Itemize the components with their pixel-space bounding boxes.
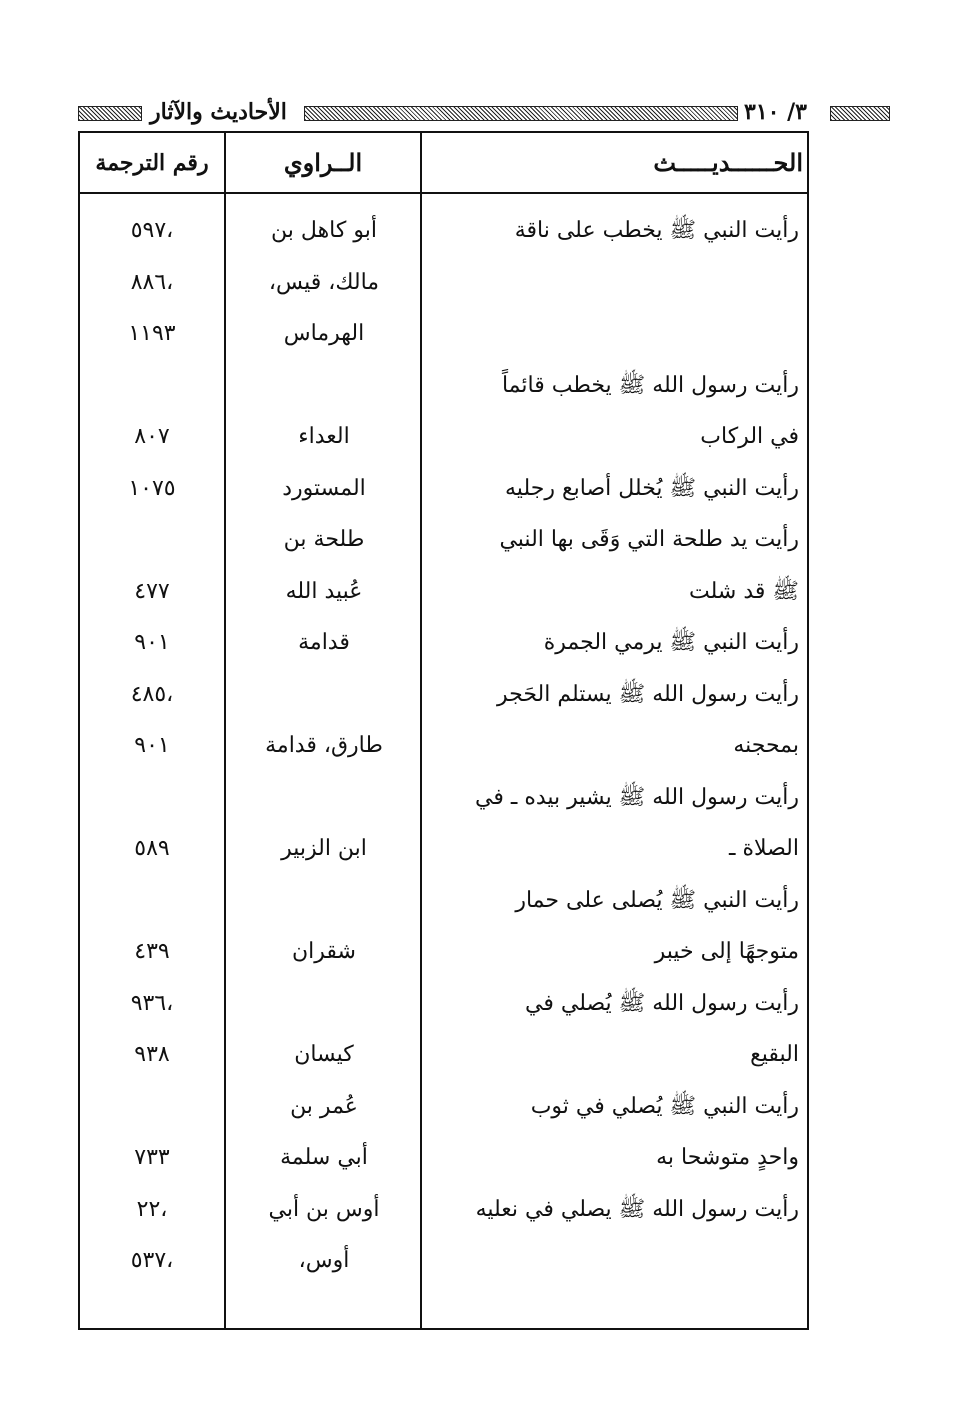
hadith-cell: الصلاة ـ: [729, 836, 799, 861]
table-row: [80, 1184, 807, 1236]
number-cell: [80, 1081, 224, 1133]
table-row: [80, 1132, 807, 1184]
number-cell: ٤٣٩: [134, 939, 170, 964]
number-cell: [80, 875, 224, 927]
number-cell: ٤٧٧: [134, 578, 170, 604]
rawi-cell: عُمر بن: [290, 1093, 358, 1119]
rawi-cell: أوس،: [298, 1248, 350, 1273]
rawi-cell: [226, 669, 422, 721]
page-number: ٣/ ٣١٠: [744, 99, 807, 125]
header-ornament-right: [830, 106, 890, 121]
number-cell: [80, 772, 224, 824]
column-header-rawi: الــراوي: [283, 148, 363, 177]
hadith-cell: [419, 308, 799, 360]
rawi-cell: أبي سلمة: [280, 1145, 368, 1170]
table-row: [80, 1235, 807, 1287]
number-cell: ،٢٢: [136, 1196, 168, 1222]
table-row: [80, 875, 807, 927]
hadith-cell: رأيت النبي ﷺ يُصلى على حمار: [515, 887, 799, 913]
column-header-number: رقم الترجمة: [95, 150, 209, 176]
table-row: [80, 1081, 807, 1133]
number-cell: ٥٨٩: [134, 836, 170, 861]
table-row: [80, 360, 807, 412]
table-row: [80, 823, 807, 875]
header-title: الأحاديث والآثار: [150, 99, 287, 125]
rawi-cell: [226, 978, 422, 1030]
rawi-cell: [226, 772, 422, 824]
hadith-cell: رأيت رسول الله ﷺ يخطب قائماً: [501, 372, 799, 398]
hadith-cell: رأيت رسول الله ﷺ يستلم الحَجر: [497, 681, 799, 707]
rawi-cell: العداء: [298, 424, 350, 449]
rawi-cell: طلحة بن: [283, 527, 365, 552]
number-cell: ،٨٨٦: [130, 269, 174, 295]
rawi-cell: ابن الزبير: [281, 836, 367, 861]
rawi-cell: [226, 360, 422, 412]
rawi-cell: مالك، قيس،: [268, 269, 380, 295]
hadith-cell: ﷺ قد شلت: [689, 578, 799, 604]
rawi-cell: المستورد: [282, 475, 366, 501]
number-cell: ٩٣٨: [134, 1042, 170, 1067]
table-row: [80, 978, 807, 1030]
header-ornament-left: [78, 106, 142, 121]
table-row: [80, 205, 807, 257]
table-row: [80, 772, 807, 824]
table-row: [80, 617, 807, 669]
hadith-cell: رأيت النبي ﷺ يرمي الجمرة: [543, 630, 799, 655]
rawi-cell: الهرماس: [283, 321, 365, 346]
column-header-hadith: الحــــــديـــــث: [653, 148, 803, 177]
hadith-cell: رأيت النبي ﷺ يخطب على ناقة: [514, 218, 799, 243]
rawi-cell: عُبيد الله: [285, 578, 363, 604]
number-cell: ،٥٣٧: [130, 1248, 174, 1273]
hadith-cell: في الركاب: [700, 424, 799, 449]
table-row: [80, 463, 807, 515]
rawi-cell: شقران: [292, 939, 356, 964]
rawi-cell: قدامة: [298, 630, 350, 655]
hadith-cell: رأيت رسول الله ﷺ يُصلي في: [525, 990, 799, 1016]
table-row: [80, 308, 807, 360]
number-cell: ،٩٣٦: [130, 990, 174, 1016]
hadith-cell: رأيت رسول الله ﷺ يصلي في نعليه: [475, 1196, 799, 1222]
number-cell: ١١٩٣: [128, 321, 176, 346]
number-cell: ،٤٨٥: [130, 681, 174, 707]
hadith-cell: رأيت رسول الله ﷺ يشير بيده ـ في: [475, 784, 799, 810]
number-cell: [80, 360, 224, 412]
number-cell: ٩٠١: [134, 733, 170, 758]
header-divider: [80, 192, 807, 194]
number-cell: ١٠٧٥: [128, 475, 176, 501]
hadith-cell: البقيع: [750, 1042, 799, 1067]
rawi-cell: [226, 875, 422, 927]
rawi-cell: طارق، قدامة: [265, 733, 383, 758]
number-cell: [80, 514, 224, 566]
number-cell: ٧٣٣: [134, 1145, 170, 1170]
hadith-cell: رأيت يد طلحة التي وَقَى بها النبي: [499, 527, 799, 552]
number-cell: ٩٠١: [134, 630, 170, 655]
table-row: [80, 411, 807, 463]
hadith-cell: متوجهًا إلى خيبر: [654, 939, 799, 964]
hadith-cell: رأيت النبي ﷺ يُخلل أصابع رجليه: [505, 475, 799, 501]
hadith-cell: بمحجنه: [733, 733, 799, 758]
number-cell: ،٥٩٧: [130, 218, 174, 243]
hadith-cell: رأيت النبي ﷺ يُصلي في ثوب: [530, 1093, 799, 1119]
rawi-cell: أبو كاهل بن: [271, 218, 377, 243]
table-row: [80, 566, 807, 618]
hadith-cell: واحدٍ متوشحا به: [656, 1145, 799, 1170]
page-header: [78, 94, 810, 130]
table-row: [80, 1029, 807, 1081]
hadith-cell: [419, 257, 799, 309]
rawi-cell: أوس بن أبي: [268, 1196, 380, 1222]
number-cell: ٨٠٧: [134, 424, 170, 449]
table-row: [80, 514, 807, 566]
hadith-cell: [419, 1235, 799, 1287]
table-row: [80, 720, 807, 772]
rawi-cell: كيسان: [294, 1042, 354, 1067]
hadith-table: [78, 131, 809, 1330]
table-row: [80, 669, 807, 721]
table-row: [80, 926, 807, 978]
header-ornament-middle: [304, 106, 738, 121]
table-row: [80, 257, 807, 309]
